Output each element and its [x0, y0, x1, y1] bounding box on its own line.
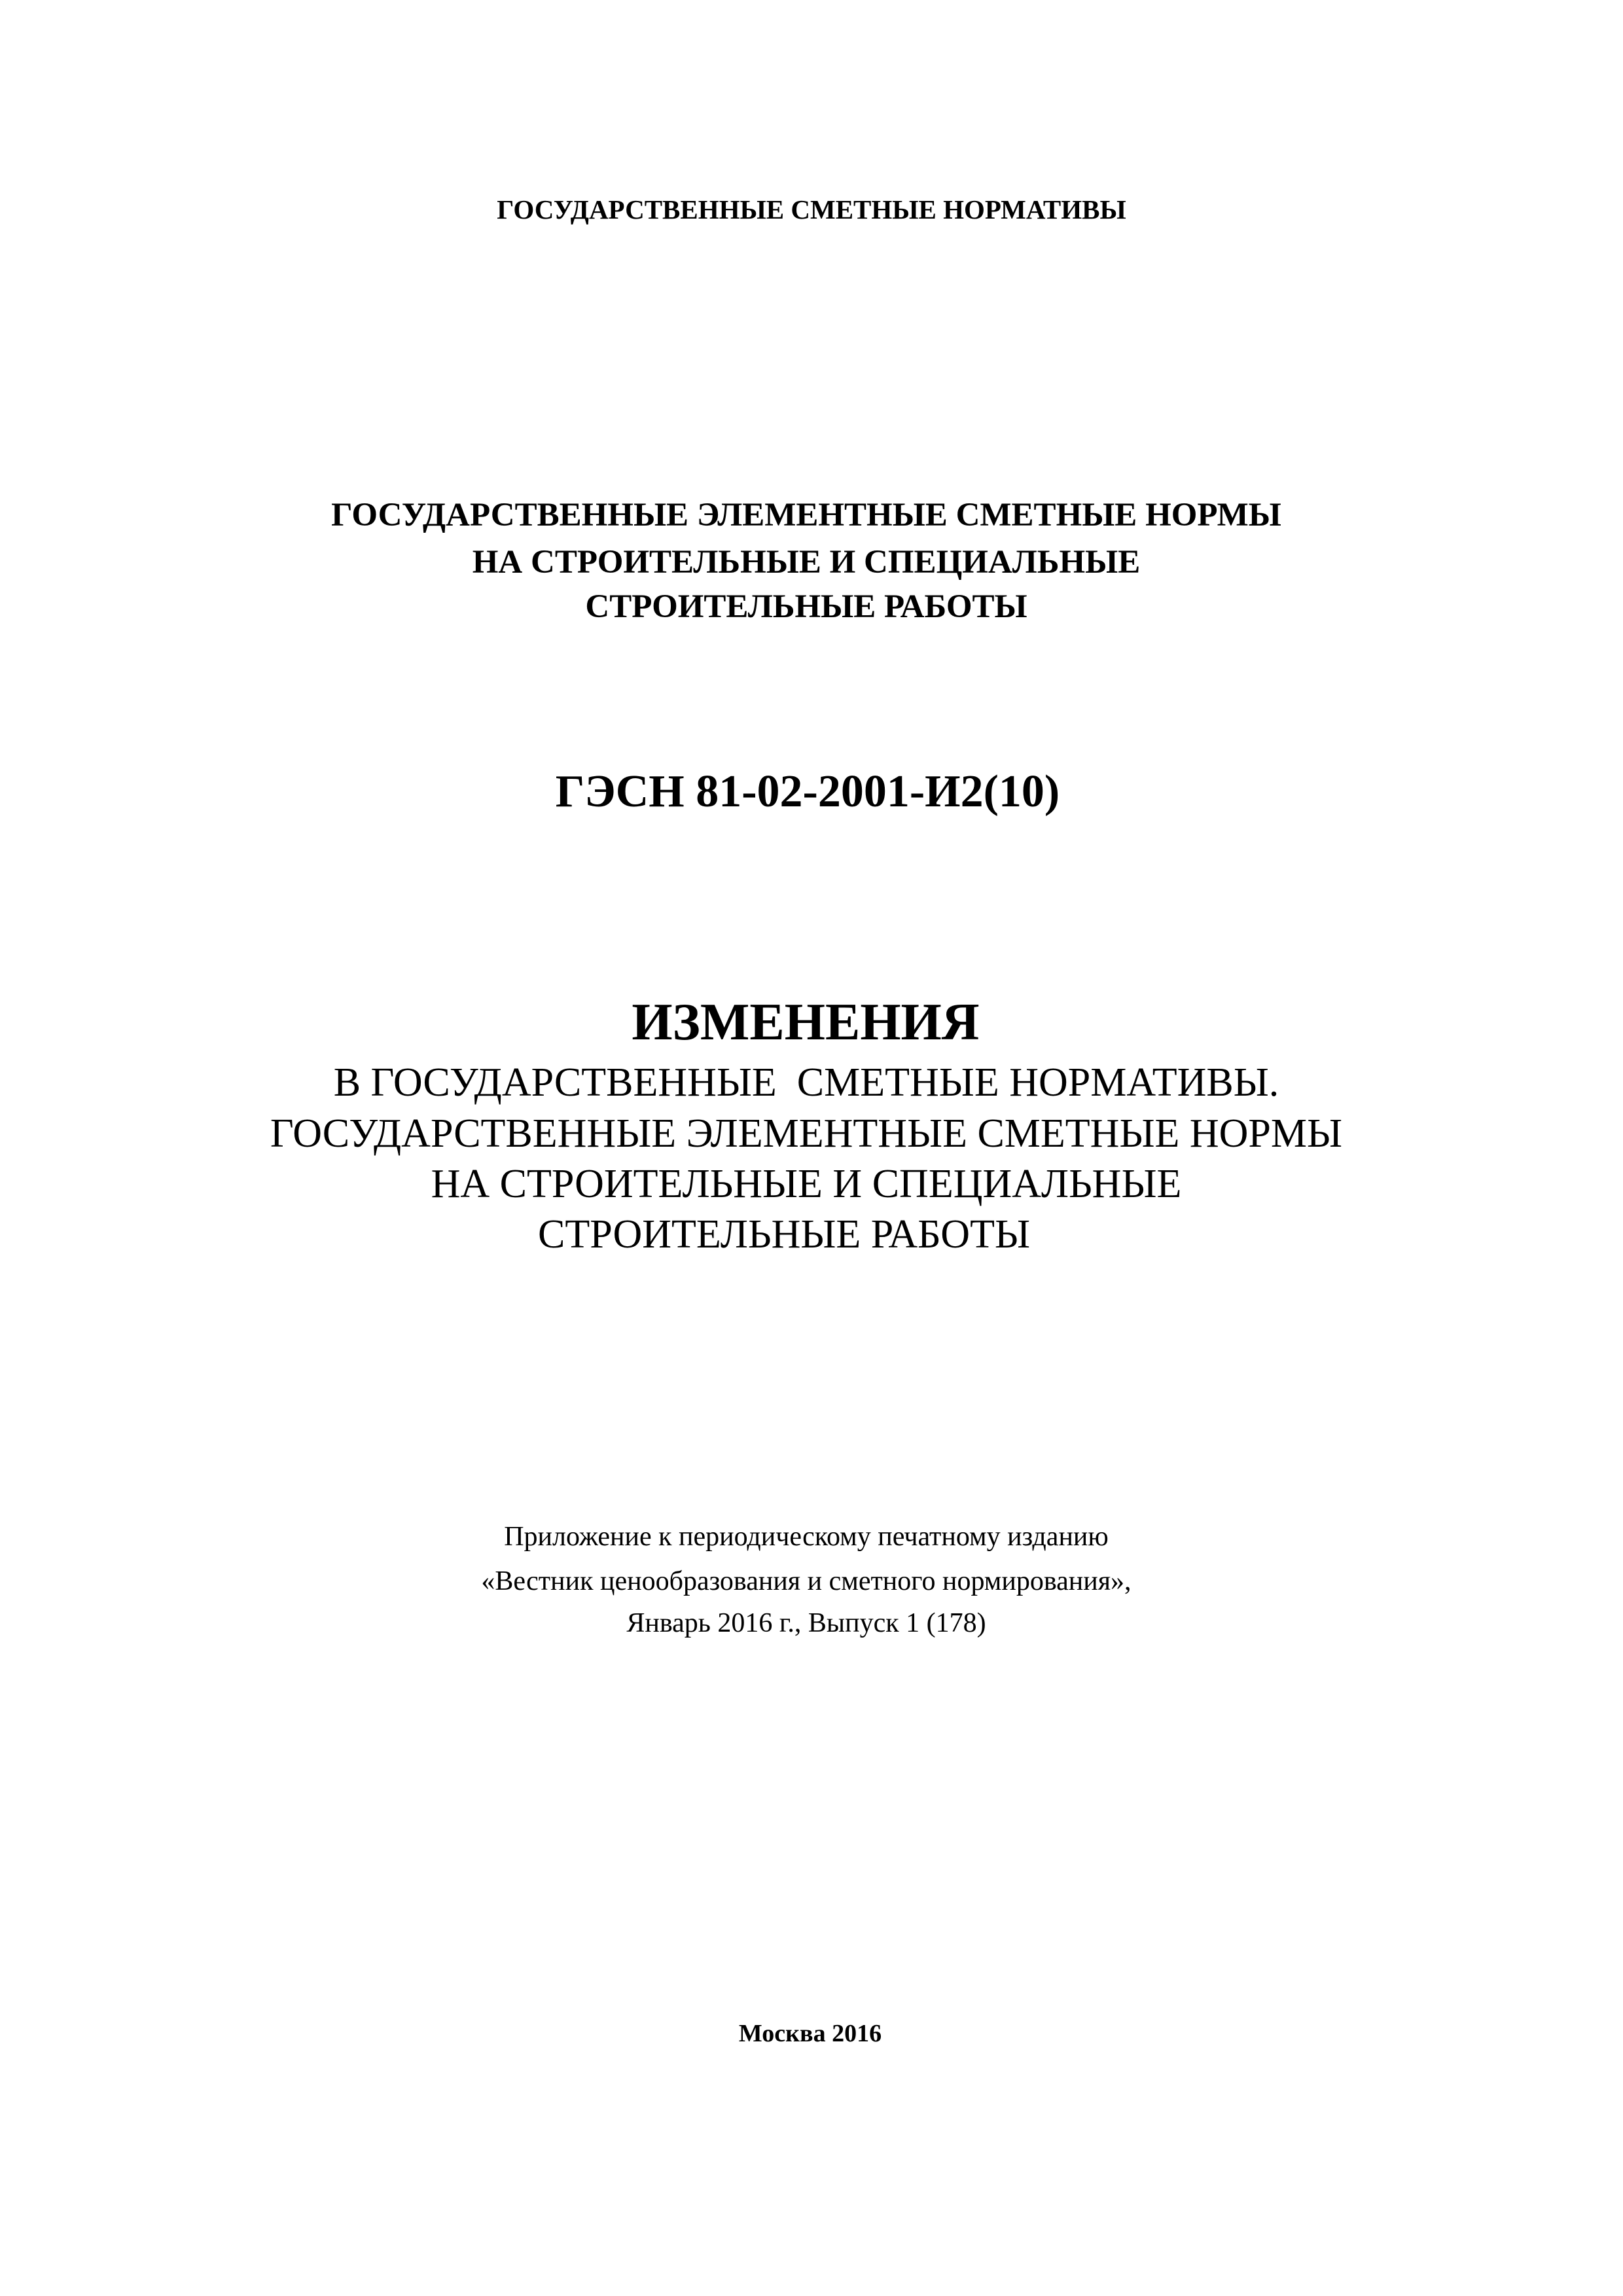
appendix-line-1: Приложение к периодическому печатному изданию — [504, 1522, 1109, 1552]
changes-heading: ИЗМЕНЕНИЯ — [632, 994, 980, 1051]
header-org: ГОСУДАРСТВЕННЫЕ СМЕТНЫЕ НОРМАТИВЫ — [497, 194, 1126, 224]
appendix-line-3: Январь 2016 г., Выпуск 1 (178) — [626, 1608, 986, 1638]
changes-line-4: СТРОИТЕЛЬНЫЕ РАБОТЫ — [537, 1212, 1031, 1257]
changes-line-3: НА СТРОИТЕЛЬНЫЕ И СПЕЦИАЛЬНЫЕ — [431, 1162, 1182, 1206]
changes-line-1: В ГОСУДАРСТВЕННЫЕ СМЕТНЫЕ НОРМАТИВЫ. — [333, 1060, 1279, 1105]
changes-line-2: ГОСУДАРСТВЕННЫЕ ЭЛЕМЕНТНЫЕ СМЕТНЫЕ НОРМЫ — [270, 1111, 1343, 1156]
city-year: Москва 2016 — [738, 2020, 882, 2047]
title-line-2: НА СТРОИТЕЛЬНЫЕ И СПЕЦИАЛЬНЫЕ — [472, 544, 1141, 581]
appendix-line-2: «Вестник ценообразования и сметного нормирования», — [481, 1566, 1132, 1596]
title-line-3: СТРОИТЕЛЬНЫЕ РАБОТЫ — [585, 588, 1027, 625]
document-code: ГЭСН 81-02-2001-И2(10) — [555, 766, 1060, 817]
title-line-1: ГОСУДАРСТВЕННЫЕ ЭЛЕМЕНТНЫЕ СМЕТНЫЕ НОРМЫ — [331, 497, 1281, 533]
